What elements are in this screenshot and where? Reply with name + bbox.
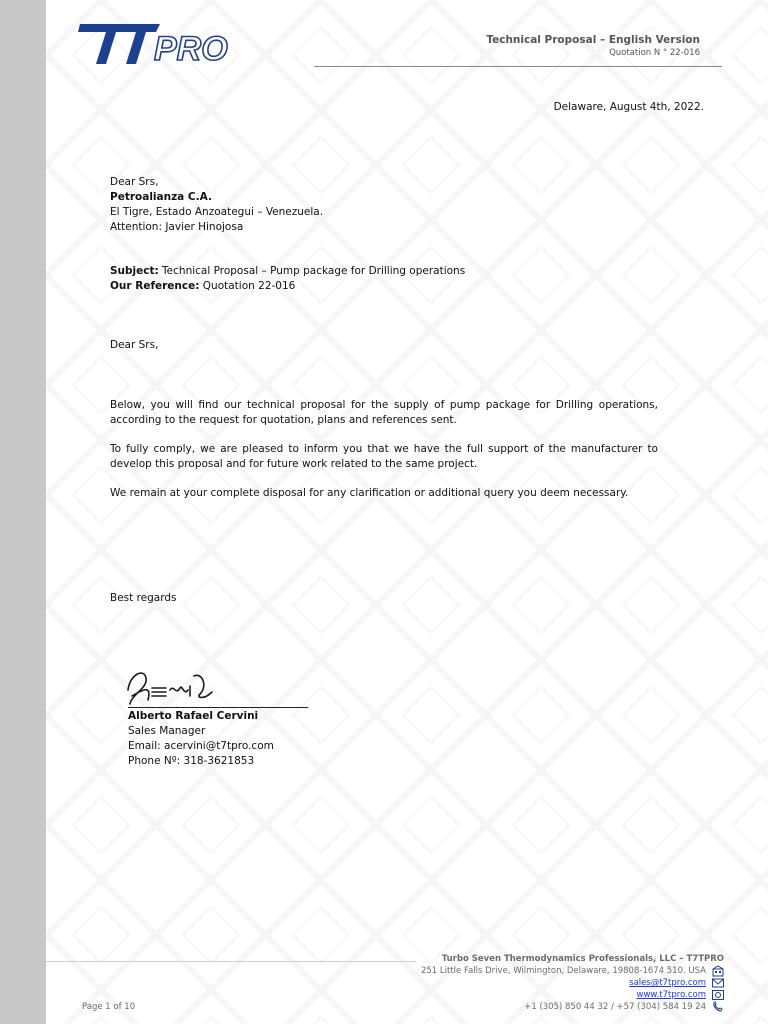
envelope-icon [712,978,724,988]
header-quotation: Quotation N ° 22-016 [609,48,700,58]
body-paragraph-2: To fully comply, we are pleased to inform you that we have the full support of the manufacturer to develop this proposal and for future work related to the same project. [110,443,658,470]
footer-phones-row [524,1002,724,1012]
letter-date: Delaware, August 4th, 2022. [553,101,704,113]
signatory-role: Sales Manager [128,725,206,737]
subject-text: Technical Proposal – Pump package for Drilling operations [158,265,466,277]
footer-divider [46,961,416,962]
salutation: Dear Srs, [110,339,159,351]
footer-email-link[interactable]: sales@t7tpro.com [629,978,706,988]
footer-phones: +1 (305) 850 44 32 / +57 (304) 584 19 24 [524,1002,706,1012]
body-paragraph-1: Below, you will find our technical proposal for the supply of pump package for Drilling operations, according to the request for quotation, plans and references sent. [110,399,658,426]
globe-icon [712,990,724,1000]
recipient-company: Petroalianza C.A. [110,191,212,203]
body-paragraph-3: We remain at your complete disposal for any clarification or additional query you deem necessary. [110,487,629,499]
header-title: Technical Proposal – English Version [486,34,700,46]
reference-line [110,279,465,294]
document-page [46,0,768,1024]
reference-label: Our Reference: [110,280,200,292]
company-logo [76,20,228,68]
footer-company: Turbo Seven Thermodynamics Professionals, LLC – T7TPRO [441,954,724,964]
subject-block [110,264,465,294]
handwritten-signature [122,660,222,710]
recipient-block [110,175,323,235]
reference-text: Quotation 22-016 [199,280,296,292]
greeting-line: Dear Srs, [110,176,159,188]
signatory-block [128,709,274,769]
signature-line [128,707,308,708]
building-icon [712,966,724,976]
footer-address: 251 Little Falls Drive, Wilmington, Delaware, 19808-1674 510. USA [420,966,706,976]
recipient-attention: Attention: Javier Hinojosa [110,221,244,233]
signatory-phone: Phone Nº: 318-3621853 [128,755,255,767]
header-divider [314,66,722,67]
signatory-name: Alberto Rafael Cervini [128,710,259,722]
footer-website-link[interactable]: www.t7tpro.com [636,990,706,1000]
footer-website-row [637,990,724,1000]
watermark-pattern [46,0,768,1024]
page-number: Page 1 of 10 [82,1002,136,1012]
subject-label: Subject: [110,265,159,277]
subject-line [110,264,465,279]
svg-text:PRO: PRO [154,30,228,68]
closing: Best regards [110,592,177,604]
footer-address-row [421,966,724,976]
phone-icon [712,1002,724,1012]
footer-email-row [629,978,724,988]
recipient-location: El Tigre, Estado Anzoategui – Venezuela. [110,206,324,218]
signatory-email: Email: acervini@t7tpro.com [128,740,274,752]
left-margin-bar [0,0,46,1024]
